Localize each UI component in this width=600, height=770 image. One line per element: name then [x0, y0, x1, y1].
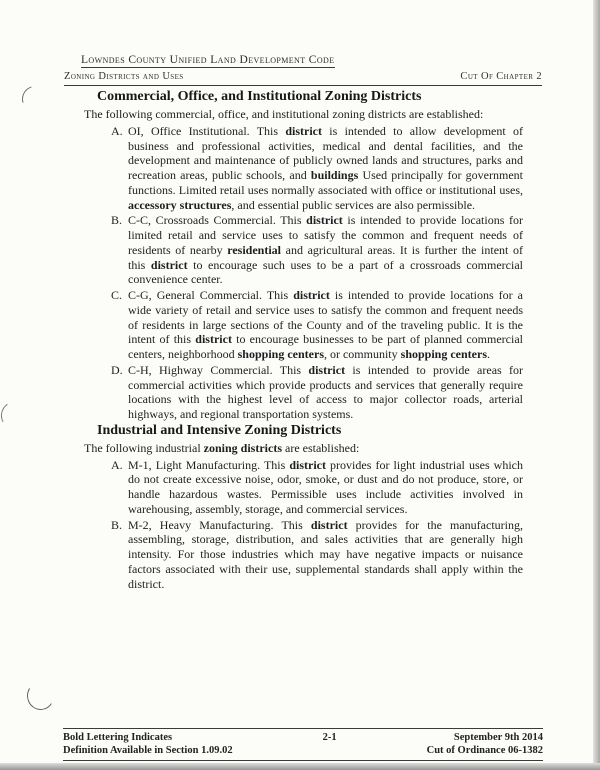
- item-text: [128, 518, 523, 592]
- text-segment: .: [487, 347, 490, 361]
- header-chapter-label: Cut Of Chapter 2: [460, 71, 542, 82]
- section-intro: [84, 107, 523, 122]
- footer-ordinance: Cut of Ordinance 06-1382: [426, 745, 543, 757]
- bold-defined-term: residential: [227, 242, 281, 257]
- header-section-label: Zoning Districts and Uses: [64, 71, 184, 82]
- list-item: [111, 288, 523, 362]
- bold-defined-term: district: [310, 517, 348, 532]
- footer-note: [63, 731, 233, 757]
- list-item: [111, 363, 523, 422]
- item-text: [128, 213, 523, 287]
- item-text: [128, 458, 523, 517]
- bold-defined-term: zoning districts: [203, 440, 282, 455]
- bold-defined-term: accessory structures: [128, 197, 232, 212]
- text-segment: The following industrial: [84, 440, 204, 455]
- text-segment: to encourage businesses to be part of planned commercial centers, neighborhood: [128, 332, 523, 361]
- scan-mark-middle-left-icon: [0, 399, 28, 430]
- bold-defined-term: district: [289, 457, 326, 472]
- text-segment: is intended to provide areas for commercial activities which provide products and services that generally require locations with the highest level of access to major collector roads, arterial highways, and regional transportation systems.: [128, 362, 524, 421]
- bold-defined-term: buildings: [310, 168, 359, 182]
- scan-mark-top-left-icon: [17, 81, 52, 116]
- bold-defined-term: district: [306, 213, 343, 228]
- bold-defined-term: district: [150, 257, 188, 272]
- scan-mark-bottom-left-icon: [24, 679, 56, 712]
- item-text: [128, 288, 523, 362]
- bold-defined-term: district: [195, 332, 232, 347]
- text-segment: M-1, Light Manufacturing. This: [128, 457, 290, 472]
- header-title: Lowndes County Unified Land Development Code: [81, 54, 335, 66]
- bold-defined-term: shopping centers: [237, 347, 324, 361]
- text-segment: , and essential public services are also permissible.: [231, 197, 476, 212]
- item-letter: B.: [111, 213, 123, 228]
- text-segment: are established:: [282, 440, 360, 455]
- text-segment: The following commercial, office, and institutional zoning districts are established:: [84, 107, 484, 121]
- footer-date-block: [427, 731, 543, 757]
- scan-edge-right: [593, 0, 600, 770]
- list-item: [111, 518, 523, 592]
- list-item: [111, 213, 523, 287]
- scan-edge-bottom: [0, 763, 600, 770]
- footer-note-line1: Bold Lettering Indicates: [63, 732, 173, 743]
- item-letter: A.: [111, 123, 123, 138]
- text-segment: provides for the manufacturing, assembling, storage, distribution, and sales activities that are generally high intensity. For those industries which may have negative impacts or nuisance factors associated with their use, supplemental standards shall apply within the district.: [128, 517, 523, 591]
- text-segment: is intended to allow development of business and professional activities, medical and dental facilities, and the development and maintenance of publicly owned lands and structures, parks and recreation areas, public schools, and: [128, 123, 524, 182]
- text-segment: M-2, Heavy Manufacturing. This: [128, 517, 311, 532]
- page-number: 2-1: [322, 732, 337, 743]
- text-segment: OI, Office Institutional. This: [128, 123, 286, 138]
- bold-defined-term: district: [285, 123, 322, 138]
- header-row: [64, 70, 542, 86]
- section-heading: Commercial, Office, and Institutional Zoning Districts: [97, 89, 422, 104]
- bold-defined-term: district: [308, 362, 346, 377]
- item-letter: B.: [111, 517, 123, 532]
- item-text: [128, 124, 523, 213]
- page-footer: [63, 728, 543, 761]
- footer-date: September 9th 2014: [453, 732, 543, 743]
- section-heading: Industrial and Intensive Zoning Districts: [97, 422, 342, 438]
- item-letter: C.: [111, 288, 123, 302]
- text-segment: is intended to provide locations for limited retail and service uses to satisfy the common and frequent needs of residents of nearby: [128, 213, 523, 257]
- text-segment: and agricultural areas. It is further the intent of this: [128, 242, 523, 272]
- list-item: [111, 458, 523, 517]
- text-segment: C-H, Highway Commercial. This: [128, 362, 309, 377]
- text-segment: to encourage such uses to be a part of a crossroads commercial convenience center.: [128, 257, 523, 287]
- bold-defined-term: shopping centers: [400, 347, 487, 361]
- item-letter: D.: [111, 362, 123, 377]
- bold-defined-term: district: [293, 288, 330, 302]
- item-letter: A.: [111, 457, 123, 472]
- text-segment: C-C, Crossroads Commercial. This: [128, 213, 307, 228]
- section-intro: [84, 441, 523, 456]
- footer-note-line2: Definition Available in Section 1.09.02: [63, 745, 233, 757]
- text-segment: Used principally for government functions. Limited retail uses normally associated with office or institutional uses,: [128, 168, 523, 197]
- text-segment: C-G, General Commercial. This: [128, 288, 294, 302]
- list-item: [111, 124, 523, 213]
- item-text: [128, 363, 523, 422]
- page-header: [64, 50, 542, 86]
- text-segment: , or community: [323, 347, 401, 361]
- text-segment: provides for light industrial uses which do not create excessive noise, odor, smoke, or dust and do not produce, store, or handle hazardous wastes. Permissible uses include activities involved in warehousing, assembly, storage, and commercial services.: [128, 457, 524, 516]
- document-body: [84, 88, 523, 592]
- text-segment: is intended to provide locations for a wide variety of retail and service uses to satisfy the common and frequent needs of residents in large sections of the County and of the traveling public. It is the intent of this: [128, 288, 523, 347]
